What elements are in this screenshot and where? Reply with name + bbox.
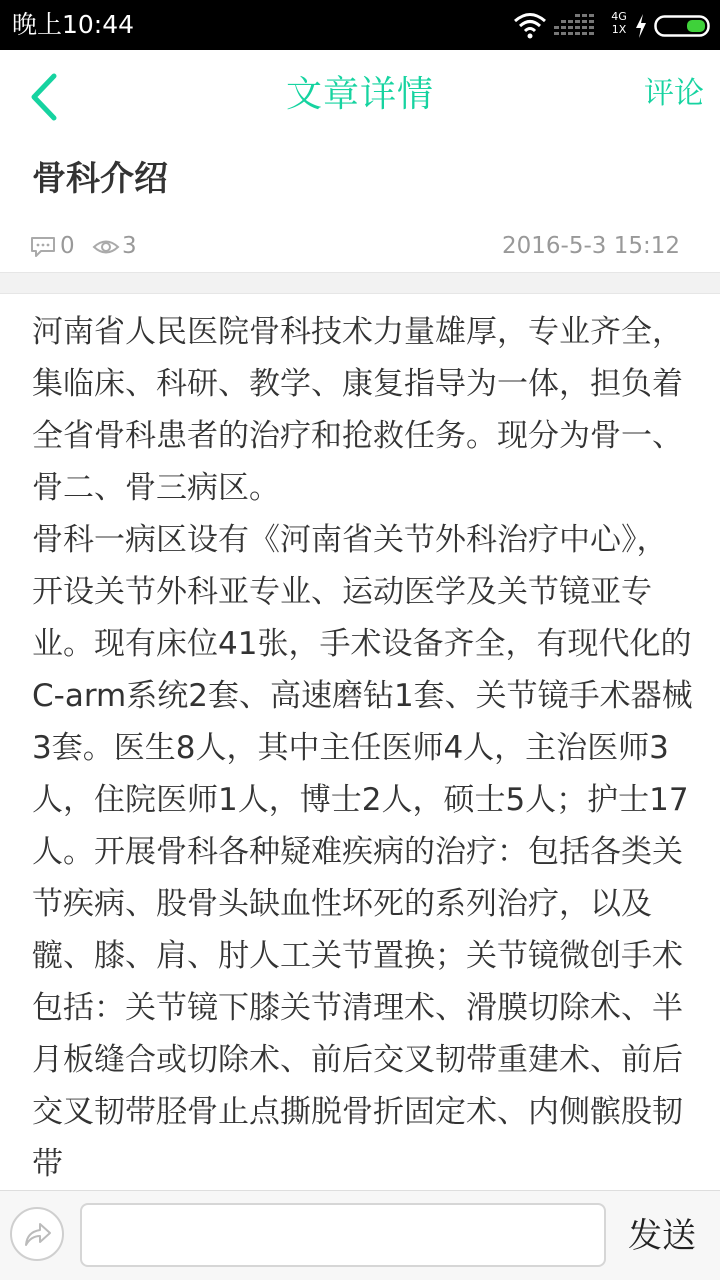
comment-count: 0 <box>60 233 75 259</box>
view-count: 3 <box>122 233 137 259</box>
comment-bubble-icon <box>30 236 56 258</box>
battery-icon <box>654 15 712 37</box>
charging-bolt-icon <box>634 14 648 38</box>
share-button[interactable] <box>10 1207 64 1261</box>
status-icons <box>492 8 712 42</box>
network-type-label: 4G 1X <box>611 10 627 36</box>
status-time: 晚上10:44 <box>12 10 135 39</box>
comments-link[interactable]: 评论 <box>644 76 704 111</box>
article-body: 河南省人民医院骨科技术力量雄厚，专业齐全，集临床、科研、教学、康复指导为一体，担负着全省骨科患者的治疗和抢救任务。现分为骨一、骨二、骨三病区。 骨科一病区设有《河南省关节外科治疗中心》，开设关节外科亚专业、运动医学及关节镜亚专业。现有床位41张，手术设备齐全，有现代化的C-arm系统2套、高速磨钻1套、关节镜手术器械3套。医生8人，其中主任医师4人，主治医师3人，住院医师1人，博士2人，硕士5人；护士17人。开展骨科各种疑难疾病的治疗：包括各类关节疾病、股骨头缺血性坏死的系列治疗，以及髋、膝、肩、肘人工关节置换；关节镜微创手术包括：关节镜下膝关节清理术、滑膜切除术、半月板缝合或切除术、前后交叉韧带重建术、前后交叉韧带胫骨止点撕脱骨折固定术、内侧髌股韧带 <box>32 314 693 1182</box>
header <box>0 50 720 140</box>
send-button[interactable]: 发送 <box>628 1216 696 1256</box>
article-meta <box>30 228 690 266</box>
comment-bar <box>0 1190 720 1280</box>
eye-icon <box>92 236 120 258</box>
signal-icon <box>554 14 604 38</box>
section-divider <box>0 272 720 294</box>
page-title: 文章详情 <box>285 74 434 115</box>
status-bar <box>0 0 720 50</box>
comment-input[interactable] <box>80 1203 606 1267</box>
wifi-icon <box>513 11 547 39</box>
article-title: 骨科介绍 <box>32 159 168 199</box>
publish-date: 2016-5-3 15:12 <box>502 233 680 259</box>
share-arrow-icon <box>24 1222 52 1248</box>
